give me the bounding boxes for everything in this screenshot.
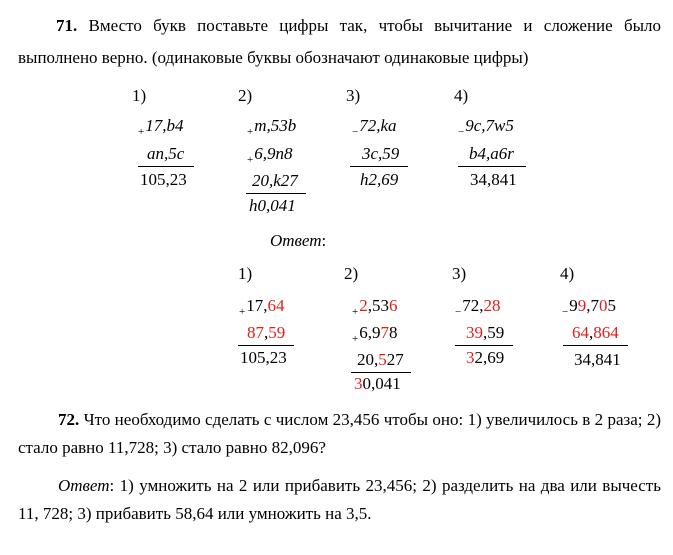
highlighted-digits: 3	[466, 348, 475, 367]
answer-2-row3	[357, 350, 404, 370]
problem-3-row2: 3c,59	[362, 144, 400, 163]
answer-1-result	[240, 348, 287, 368]
task72-question	[18, 406, 661, 462]
highlighted-digits: 64	[572, 323, 589, 342]
digits: ,	[264, 323, 269, 342]
task72-answer-label: Ответ	[58, 476, 110, 495]
digits: ,	[589, 323, 594, 342]
answer-2-result	[354, 374, 401, 394]
problem-4-row1: $_-$9c,7w5	[458, 116, 514, 138]
task72-text: Что необходимо сделать с числом 23,456 чтобы оно: 1) увеличилось в 2 раза; 2) стало равно 11,728; 3) стало равно 82,096?	[18, 410, 662, 457]
problem-4-result: 34,841	[470, 170, 517, 189]
problem-1-row1: $_+$17,b4	[138, 116, 184, 138]
digits: 5	[607, 296, 616, 315]
digits: ,7	[586, 296, 599, 315]
problem-1-line	[138, 166, 194, 167]
highlighted-digits: 2	[359, 296, 368, 315]
highlighted-digits: 87	[247, 323, 264, 342]
digits: 8	[388, 323, 398, 342]
problem-1-row2: an,5c	[147, 144, 185, 163]
highlighted-digits: 3	[354, 374, 363, 393]
answer-4-label: 4)	[560, 264, 575, 283]
problem-1-result: 105,23	[140, 170, 187, 189]
answer-4-line	[563, 345, 628, 346]
answer-3-row2	[466, 323, 504, 343]
task72-answer	[18, 472, 661, 528]
answer-4-result	[574, 350, 621, 370]
highlighted-digits: 59	[268, 323, 286, 342]
task72-number: 72.	[58, 410, 80, 429]
digits: 20,	[357, 350, 379, 369]
task71-text-line1: Вместо букв поставьте цифры так, чтобы вычитание и сложение было	[88, 16, 662, 35]
digits: ,59	[483, 323, 505, 342]
digits: 9	[569, 296, 578, 315]
highlighted-digits: 5	[378, 350, 387, 369]
task71-number: 71.	[56, 16, 78, 35]
highlighted-digits: 39	[466, 323, 483, 342]
problem-2-result: h0,041	[249, 196, 296, 215]
highlighted-digits: 7	[380, 323, 389, 342]
problem-2-row1: $_+$m,53b	[247, 116, 297, 138]
problem-3-label: 3)	[346, 86, 361, 105]
answer-2-label: 2)	[344, 264, 359, 283]
highlighted-digits: 9	[577, 296, 587, 315]
digits: 2,69	[474, 348, 505, 367]
problem-4-line	[458, 166, 526, 167]
problem-2-row3: 20,k27	[252, 171, 298, 190]
digits: 6,9	[359, 323, 381, 342]
problem-2-row2: $_+$6,9n8	[247, 144, 293, 166]
task71-line1	[56, 16, 661, 36]
answer-3-row1: $_-$72,28	[455, 296, 501, 318]
digits: 0,041	[362, 374, 401, 393]
problem-3-result: h2,69	[360, 170, 399, 189]
highlighted-digits: 64	[267, 296, 285, 315]
answer-4-row1: $_-$99,705	[562, 296, 616, 318]
answer-4-row2	[572, 323, 619, 343]
answer-1-line	[238, 345, 294, 346]
answer-1-row2	[247, 323, 285, 343]
problem-4-label: 4)	[454, 86, 469, 105]
answer-2-row1: $_+$2,536	[352, 296, 398, 318]
answer-3-line	[455, 345, 513, 346]
digits: ,53	[367, 296, 389, 315]
answer-2-line	[351, 372, 411, 373]
problem-3-row1: $_-$72,ka	[352, 116, 397, 138]
answer-3-label: 3)	[452, 264, 467, 283]
task71-text-line2: выполнено верно. (одинаковые буквы обозначают одинаковые цифры)	[18, 48, 529, 67]
highlighted-digits: 6	[388, 296, 398, 315]
digits: 105,23	[240, 348, 287, 367]
highlighted-digits: 864	[593, 323, 619, 342]
task71-answer-heading: Ответ:	[270, 231, 327, 250]
answer-2-row2: $_+$6,978	[352, 323, 398, 345]
task72-answer-text: : 1) умножить на 2 или прибавить 23,456; 2) разделить на два или вычесть 11, 728; 3) прибавить 58,64 или умножить на 3,5.	[18, 476, 661, 523]
answer-1-row1: $_+$17,64	[239, 296, 285, 318]
problem-3-line	[350, 166, 408, 167]
problem-2-line	[246, 193, 306, 194]
problem-1-label: 1)	[132, 86, 147, 105]
problem-2-label: 2)	[238, 86, 253, 105]
answer-1-label: 1)	[238, 264, 253, 283]
digits: 17,	[246, 296, 268, 315]
digits: 27	[386, 350, 404, 369]
highlighted-digits: 0	[598, 296, 608, 315]
digits: 72,	[462, 296, 484, 315]
digits: 34,841	[574, 350, 621, 369]
answer-3-result	[466, 348, 504, 368]
problem-4-row2: b4,a6r	[469, 144, 514, 163]
highlighted-digits: 28	[483, 296, 501, 315]
